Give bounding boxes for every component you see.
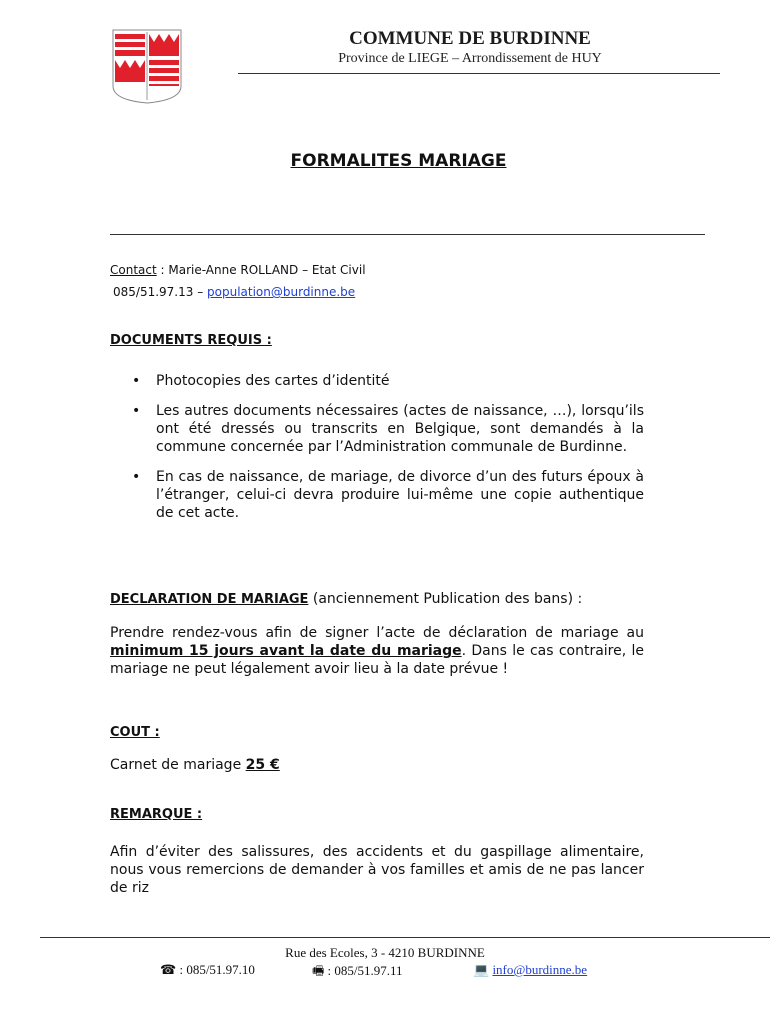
title-divider [110, 234, 705, 235]
commune-name: COMMUNE DE BURDINNE [349, 28, 591, 49]
declaration-heading-line [110, 591, 582, 607]
document-title: FORMALITES MARIAGE [290, 151, 507, 171]
bullet-icon: • [132, 469, 141, 485]
contact-line [110, 263, 366, 277]
footer-phone [160, 962, 255, 978]
contact-phone-line [113, 285, 355, 299]
declaration-text-end: . Dans le cas contraire, le mariage ne peut légalement avoir lieu à la date prévue ! [110, 643, 644, 677]
list-item [110, 372, 644, 390]
documents-list [110, 372, 644, 534]
footer-divider [40, 937, 770, 938]
declaration-heading-note: (anciennement Publication des bans) : [308, 591, 583, 607]
commune-subtitle: Province de LIEGE – Arrondissement de HUY [338, 51, 602, 66]
cost-line [110, 757, 280, 773]
declaration-heading: DECLARATION DE MARIAGE [110, 592, 309, 607]
commune-crest-logo [111, 28, 183, 104]
computer-icon: 💻 [473, 962, 490, 977]
cost-amount: 25 € [245, 757, 280, 773]
list-item-text: En cas de naissance, de mariage, de divorce d’un des futurs époux à l’étranger, celui-ci devra produire lui-même une copie authentique de cet acte. [156, 469, 644, 521]
bullet-icon: • [132, 403, 141, 419]
list-item [110, 402, 644, 456]
list-item [110, 468, 644, 522]
list-item-text: Les autres documents nécessaires (actes de naissance, …), lorsqu’ils ont été dressés ou transcrits en Belgique, sont demandés à la commune concernée par l’Administration communale de Burdinne. [156, 403, 644, 455]
remark-paragraph: Afin d’éviter des salissures, des accidents et du gaspillage alimentaire, nous vous remercions de demander à vos familles et amis de ne pas lancer de riz [110, 844, 644, 896]
footer-fax-text: : 085/51.97.11 [324, 963, 403, 978]
contact-label: Contact [110, 263, 157, 277]
contact-text: : Marie-Anne ROLLAND – Etat Civil [156, 263, 366, 277]
footer-address: Rue des Ecoles, 3 - 4210 BURDINNE [285, 945, 485, 960]
footer-email [473, 962, 587, 978]
declaration-emphasis: minimum 15 jours avant la date du mariage [110, 643, 462, 659]
fax-icon: 🖷 [312, 963, 325, 978]
footer-phone-text: : 085/51.97.10 [176, 962, 255, 977]
list-item-text: Photocopies des cartes d’identité [156, 373, 390, 389]
documents-heading: DOCUMENTS REQUIS : [110, 333, 272, 348]
footer-fax [312, 962, 403, 984]
contact-phone: 085/51.97.13 – [113, 285, 208, 299]
remark-heading: REMARQUE : [110, 807, 203, 822]
declaration-paragraph [110, 624, 644, 678]
contact-email-link[interactable]: population@burdinne.be [207, 285, 356, 299]
cost-text: Carnet de mariage [110, 757, 246, 773]
footer-email-link[interactable]: info@burdinne.be [492, 962, 588, 977]
phone-icon: ☎ [160, 962, 177, 977]
declaration-text: Prendre rendez-vous afin de signer l’acte de déclaration de mariage au [110, 625, 644, 641]
cost-heading: COUT : [110, 725, 160, 740]
bullet-icon: • [132, 373, 141, 389]
header-divider [238, 73, 720, 74]
